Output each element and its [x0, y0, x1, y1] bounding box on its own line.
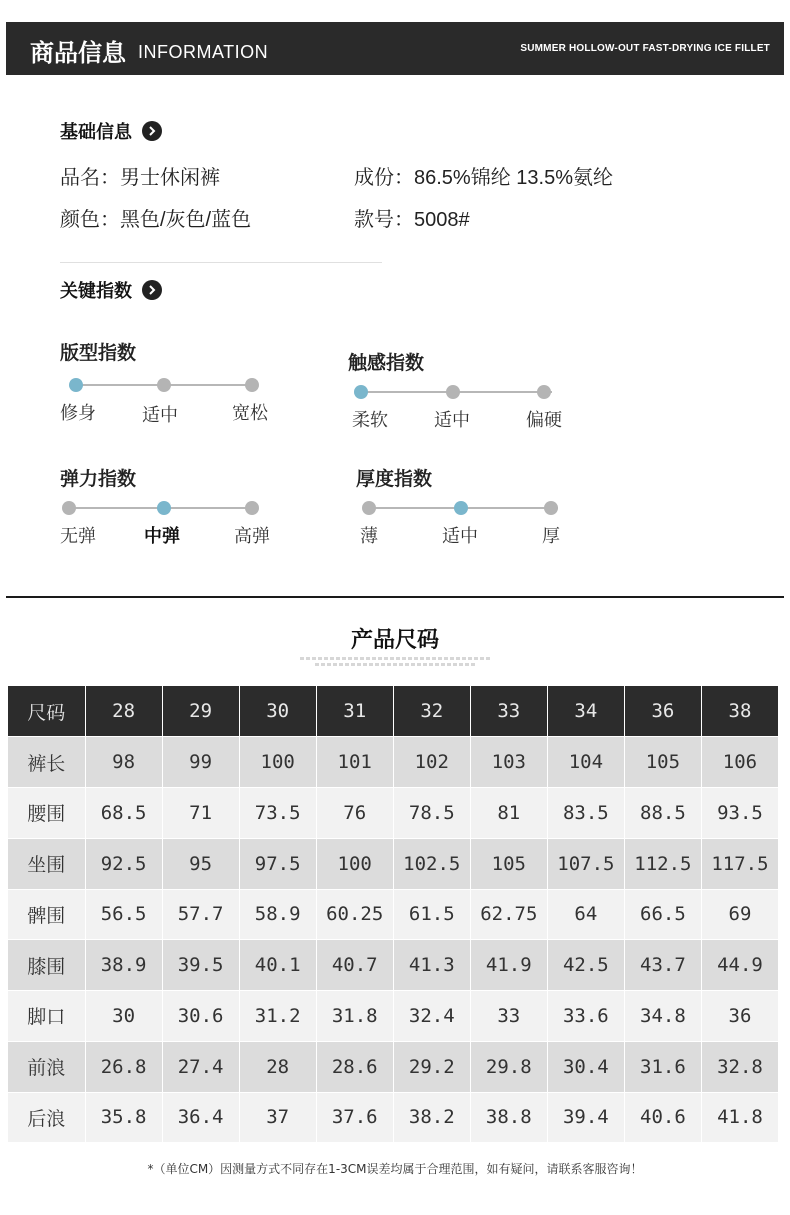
scale-label: 中弹: [144, 526, 180, 547]
scale-labels: [356, 522, 586, 546]
size-row-label: 坐围: [8, 838, 85, 889]
size-cell: 30.4: [547, 1041, 624, 1092]
scale-title: 弹力指数: [60, 468, 137, 490]
size-table-row: [8, 737, 779, 788]
scale-dot: [245, 501, 259, 515]
scale-label: 薄: [360, 526, 378, 547]
size-cell: 71: [162, 788, 239, 839]
size-cell: 61.5: [393, 889, 470, 940]
size-cell: 35.8: [85, 1092, 162, 1143]
scale-dot: [245, 378, 259, 392]
scale-dot-selected: [354, 385, 368, 399]
size-cell: 100: [316, 838, 393, 889]
header-tagline: SUMMER HOLLOW-OUT FAST-DRYING ICE FILLET: [520, 43, 770, 54]
style-number-label: 款号：: [354, 207, 414, 231]
scale-label: 高弹: [234, 526, 270, 547]
size-cell: 104: [547, 737, 624, 788]
size-cell: 37: [239, 1092, 316, 1143]
scale-title: 版型指数: [60, 342, 137, 364]
size-cell: 93.5: [701, 788, 778, 839]
scale-track: [60, 375, 290, 395]
color-row: [60, 203, 251, 232]
size-cell: 36: [701, 991, 778, 1042]
size-cell: 31.6: [624, 1041, 701, 1092]
size-cell: 30.6: [162, 991, 239, 1042]
key-index-title: 关键指数: [60, 281, 132, 302]
scale-label: 宽松: [232, 403, 268, 424]
product-name-label: 品名：: [60, 165, 120, 189]
scale-title: 触感指数: [348, 352, 425, 374]
size-cell: 64: [547, 889, 624, 940]
size-header-cell: 34: [547, 686, 624, 737]
size-cell: 26.8: [85, 1041, 162, 1092]
basic-info-title: 基础信息: [60, 122, 132, 143]
size-header-cell: 31: [316, 686, 393, 737]
scale-dot-selected: [454, 501, 468, 515]
size-table-row: [8, 1041, 779, 1092]
scale-touch: [348, 348, 578, 430]
size-table-row: [8, 940, 779, 991]
size-header-cell: 32: [393, 686, 470, 737]
size-cell: 117.5: [701, 838, 778, 889]
scale-label: 偏硬: [526, 410, 562, 431]
section-divider: [60, 262, 382, 263]
scale-label: 适中: [434, 410, 470, 431]
size-table-row: [8, 991, 779, 1042]
size-table-header-row: [8, 686, 779, 737]
size-cell: 42.5: [547, 940, 624, 991]
size-cell: 105: [624, 737, 701, 788]
size-cell: 76: [316, 788, 393, 839]
scale-dot: [446, 385, 460, 399]
size-header-cell: 30: [239, 686, 316, 737]
scale-labels: [60, 399, 290, 426]
size-cell: 32.4: [393, 991, 470, 1042]
scale-fit: [60, 338, 290, 426]
scale-elasticity: [60, 464, 290, 546]
size-table: [8, 686, 779, 1143]
size-cell: 57.7: [162, 889, 239, 940]
scale-track: [60, 498, 290, 518]
size-cell: 40.6: [624, 1092, 701, 1143]
size-cell: 29.2: [393, 1041, 470, 1092]
style-number-row: [354, 203, 470, 232]
size-cell: 39.4: [547, 1092, 624, 1143]
header-bar: [6, 22, 784, 75]
size-cell: 103: [470, 737, 547, 788]
size-row-label: 腰围: [8, 788, 85, 839]
style-number-value: 5008#: [414, 209, 470, 231]
size-cell: 102: [393, 737, 470, 788]
size-cell: 38.9: [85, 940, 162, 991]
size-cell: 41.3: [393, 940, 470, 991]
size-row-label: 膝围: [8, 940, 85, 991]
size-chart-title: 产品尺码: [350, 628, 439, 653]
size-header-cell: 36: [624, 686, 701, 737]
size-header-cell: 29: [162, 686, 239, 737]
size-cell: 102.5: [393, 838, 470, 889]
material-row: [354, 161, 613, 190]
scale-dot: [362, 501, 376, 515]
scale-label: 适中: [142, 405, 178, 426]
scale-track: [356, 498, 586, 518]
size-table-row: [8, 788, 779, 839]
size-cell: 33: [470, 991, 547, 1042]
material-value: 86.5%锦纶 13.5%氨纶: [414, 167, 613, 189]
size-table-row: [8, 838, 779, 889]
size-cell: 88.5: [624, 788, 701, 839]
size-cell: 39.5: [162, 940, 239, 991]
scale-labels: [348, 406, 578, 430]
color-value: 黑色/灰色/蓝色: [120, 209, 252, 231]
size-cell: 98: [85, 737, 162, 788]
size-cell: 31.8: [316, 991, 393, 1042]
size-cell: 100: [239, 737, 316, 788]
size-row-label: 脚口: [8, 991, 85, 1042]
material-label: 成份：: [354, 165, 414, 189]
size-row-label: 前浪: [8, 1041, 85, 1092]
size-cell: 33.6: [547, 991, 624, 1042]
arrow-right-icon: [142, 280, 162, 300]
scale-dot-selected: [157, 501, 171, 515]
scale-labels: [60, 522, 290, 546]
size-cell: 83.5: [547, 788, 624, 839]
size-cell: 40.1: [239, 940, 316, 991]
scale-title: 厚度指数: [356, 468, 433, 490]
size-cell: 31.2: [239, 991, 316, 1042]
size-cell: 28.6: [316, 1041, 393, 1092]
section-divider-full: [6, 596, 784, 598]
size-cell: 112.5: [624, 838, 701, 889]
size-cell: 30: [85, 991, 162, 1042]
scale-label: 修身: [60, 403, 96, 424]
scale-label: 厚: [542, 526, 560, 547]
size-header-cell: 28: [85, 686, 162, 737]
size-cell: 37.6: [316, 1092, 393, 1143]
size-cell: 78.5: [393, 788, 470, 839]
size-cell: 69: [701, 889, 778, 940]
size-cell: 60.25: [316, 889, 393, 940]
size-cell: 92.5: [85, 838, 162, 889]
scale-label: 柔软: [352, 410, 388, 431]
size-cell: 40.7: [316, 940, 393, 991]
size-cell: 101: [316, 737, 393, 788]
scale-dot: [62, 501, 76, 515]
scale-dot-selected: [69, 378, 83, 392]
header-title-cn: 商品信息: [30, 39, 126, 67]
size-cell: 73.5: [239, 788, 316, 839]
scale-dot: [544, 501, 558, 515]
size-cell: 62.75: [470, 889, 547, 940]
size-cell: 66.5: [624, 889, 701, 940]
size-row-label: 裤长: [8, 737, 85, 788]
size-row-label: 髀围: [8, 889, 85, 940]
scale-thickness: [356, 464, 586, 546]
size-cell: 32.8: [701, 1041, 778, 1092]
size-cell: 34.8: [624, 991, 701, 1042]
size-cell: 29.8: [470, 1041, 547, 1092]
scale-track: [348, 382, 578, 402]
size-table-row: [8, 1092, 779, 1143]
scale-dot: [157, 378, 171, 392]
size-cell: 97.5: [239, 838, 316, 889]
product-name-value: 男士休闲裤: [120, 167, 220, 189]
key-index-heading: [60, 277, 162, 303]
header-title-en: INFORMATION: [138, 42, 269, 62]
size-row-label: 后浪: [8, 1092, 85, 1143]
size-cell: 27.4: [162, 1041, 239, 1092]
size-cell: 95: [162, 838, 239, 889]
size-cell: 81: [470, 788, 547, 839]
size-cell: 38.2: [393, 1092, 470, 1143]
scale-dot: [537, 385, 551, 399]
size-table-row: [8, 889, 779, 940]
size-cell: 58.9: [239, 889, 316, 940]
size-cell: 44.9: [701, 940, 778, 991]
size-cell: 68.5: [85, 788, 162, 839]
size-cell: 41.8: [701, 1092, 778, 1143]
size-header-label: 尺码: [8, 686, 85, 737]
product-name-row: [60, 161, 220, 190]
size-header-cell: 33: [470, 686, 547, 737]
scale-label: 适中: [442, 526, 478, 547]
size-cell: 99: [162, 737, 239, 788]
size-footnote: *（单位CM）因测量方式不同存在1-3CM误差均属于合理范围，如有疑问，请联系客服咨询！: [147, 1162, 643, 1176]
size-cell: 107.5: [547, 838, 624, 889]
size-header-cell: 38: [701, 686, 778, 737]
size-cell: 43.7: [624, 940, 701, 991]
basic-info-heading: [60, 118, 162, 144]
color-label: 颜色：: [60, 207, 120, 231]
size-cell: 36.4: [162, 1092, 239, 1143]
size-cell: 28: [239, 1041, 316, 1092]
size-cell: 41.9: [470, 940, 547, 991]
size-chart-subtitle-decoration: [300, 657, 490, 666]
size-cell: 106: [701, 737, 778, 788]
size-cell: 105: [470, 838, 547, 889]
size-cell: 56.5: [85, 889, 162, 940]
arrow-right-icon: [142, 121, 162, 141]
scale-label: 无弹: [60, 526, 96, 547]
size-cell: 38.8: [470, 1092, 547, 1143]
